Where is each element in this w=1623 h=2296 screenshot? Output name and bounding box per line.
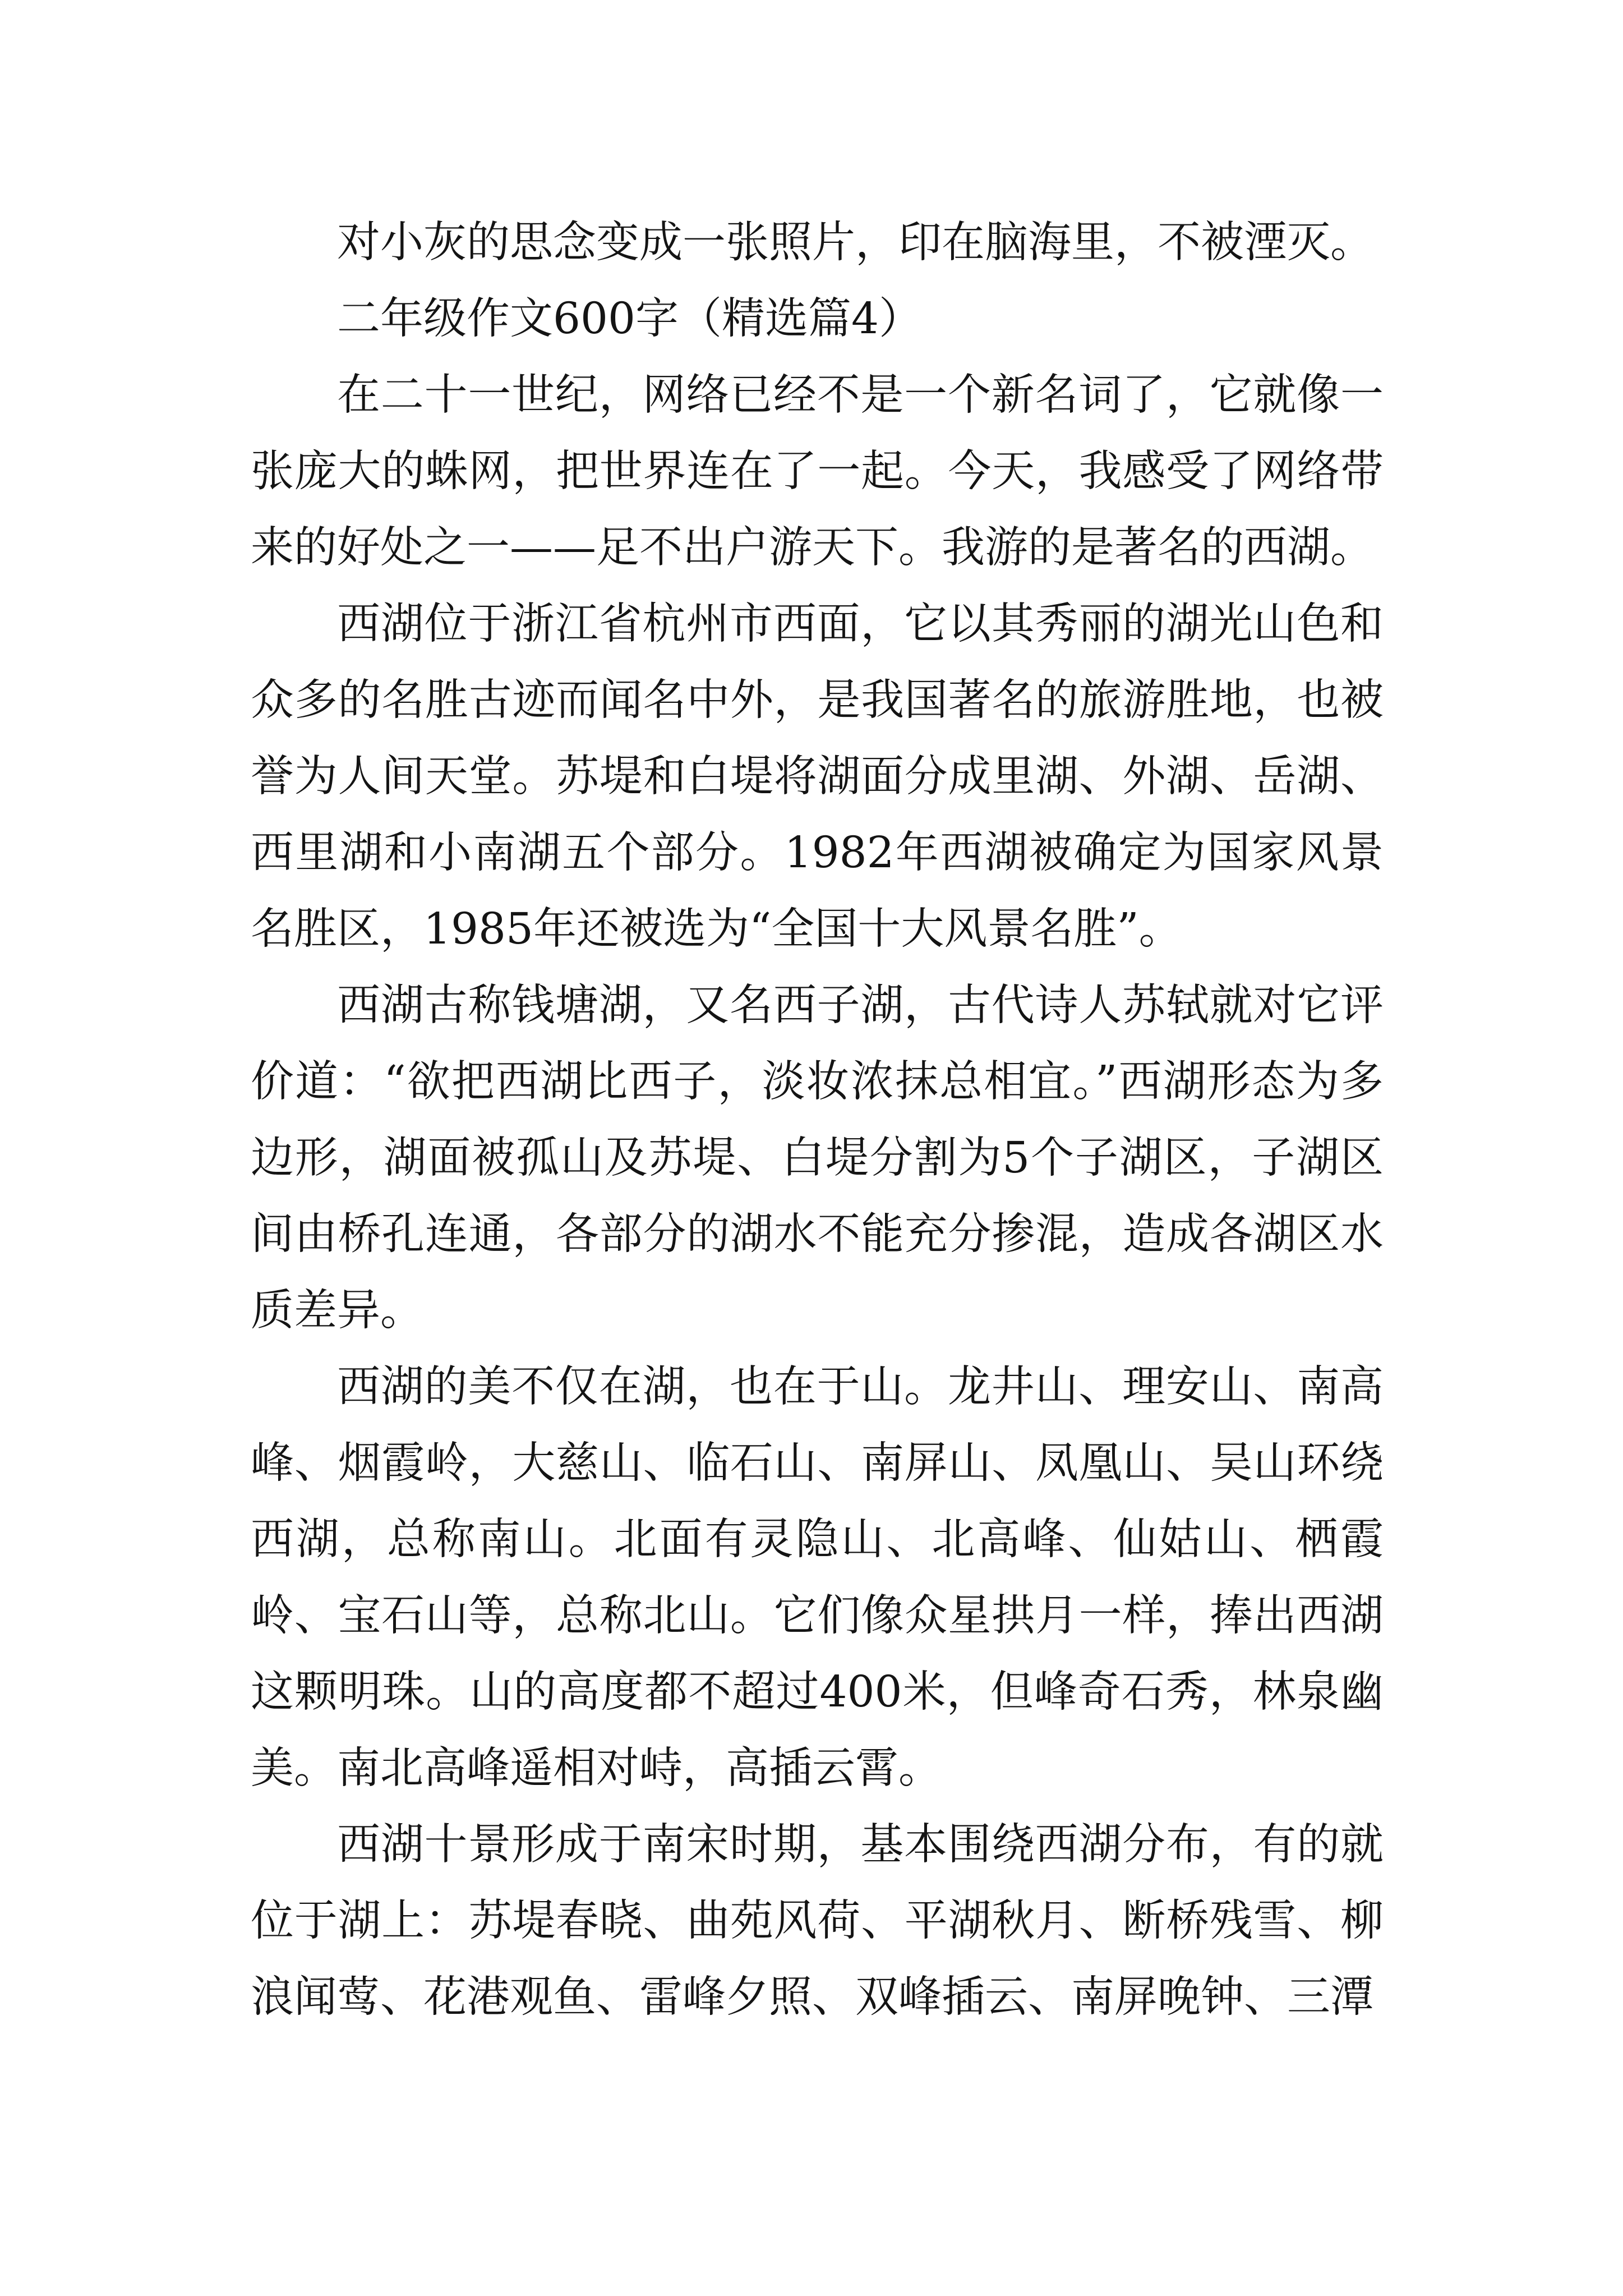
paragraph-mountains: 西湖的美不仅在湖，也在于山。龙井山、理安山、南高峰、烟霞岭，大慈山、临石山、南屏山、凤凰山、吴山环绕西湖，总称南山。北面有灵隐山、北高峰、仙姑山、栖霞岭、宝石山等，总称北山。它们像众星拱月一样，捧出西湖这颗明珠。山的高度都不超过400米，但峰奇石秀，林泉幽美。南北高峰遥相对峙，高插云霄。 xyxy=(251,1362,1384,1793)
document-body xyxy=(251,205,1384,2036)
paragraph-ten-scenes: 西湖十景形成于南宋时期，基本围绕西湖分布，有的就位于湖上：苏堤春晓、曲苑风荷、平湖秋月、断桥残雪、柳浪闻莺、花港观鱼、雷峰夕照、双峰插云、南屏晚钟、三潭 xyxy=(251,1820,1384,2022)
paragraph-closing-line: 对小灰的思念变成一张照片，印在脑海里，不被湮灭。 xyxy=(337,218,1373,268)
essay-heading: 二年级作文600字（精选篇4） xyxy=(337,294,922,344)
paragraph-intro: 在二十一世纪，网络已经不是一个新名词了，它就像一张庞大的蛛网，把世界连在了一起。今天，我感受了网络带来的好处之一——足不出户游天下。我游的是著名的西湖。 xyxy=(251,370,1384,573)
paragraph-location: 西湖位于浙江省杭州市西面，它以其秀丽的湖光山色和众多的名胜古迹而闻名中外，是我国著名的旅游胜地，也被誉为人间天堂。苏堤和白堤将湖面分成里湖、外湖、岳湖、西里湖和小南湖五个部分。1982年西湖被确定为国家风景名胜区，1985年还被选为“全国十大风景名胜”。 xyxy=(251,599,1384,954)
paragraph-history: 西湖古称钱塘湖，又名西子湖，古代诗人苏轼就对它评价道：“欲把西湖比西子，淡妆浓抹总相宜。”西湖形态为多边形，湖面被孤山及苏堤、白堤分割为5个子湖区，子湖区间由桥孔连通，各部分的湖水不能充分掺混，造成各湖区水质差异。 xyxy=(251,981,1384,1336)
